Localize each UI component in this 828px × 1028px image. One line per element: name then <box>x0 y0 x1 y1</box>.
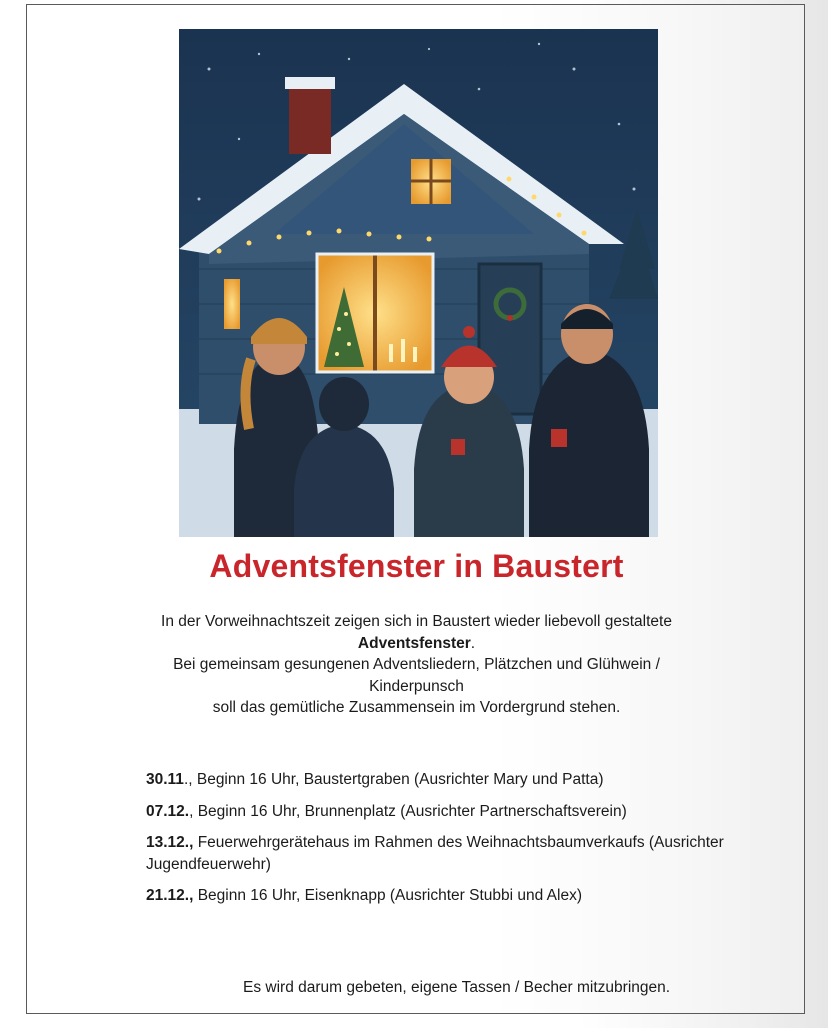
event-date: 07.12. <box>146 802 190 820</box>
bold-keyword: Adventsfenster <box>357 634 471 652</box>
intro-line-bold <box>87 633 746 655</box>
event-details: , Beginn 16 Uhr, Brunnenplatz (Ausrichter Partnerschaftsverein) <box>189 802 627 820</box>
bold-suffix: . <box>470 634 476 652</box>
footer-note: Es wird darum gebeten, eigene Tassen / Becher mitzubringen. <box>243 979 671 996</box>
event-details: Beginn 16 Uhr, Eisenknapp (Ausrichter Stubbi und Alex) <box>193 887 582 904</box>
event-item <box>146 885 746 907</box>
event-date: 13.12., <box>146 834 194 851</box>
event-details: ., Beginn 16 Uhr, Baustertgraben (Ausrichter Mary und Patta) <box>183 771 604 788</box>
intro-line: soll das gemütliche Zusammensein im Vordergrund stehen. <box>212 699 621 716</box>
intro-line: Kinderpunsch <box>369 677 464 695</box>
event-date: 30.11 <box>146 771 184 788</box>
event-item <box>146 832 746 875</box>
document-page <box>26 4 805 1014</box>
event-list <box>146 769 746 917</box>
event-item <box>146 801 746 823</box>
intro-line: In der Vorweihnachtszeit zeigen sich in Baustert wieder liebevoll gestaltete <box>161 613 672 630</box>
intro-line: Bei gemeinsam gesungenen Adventsliedern, Plätzchen und Glühwein / <box>173 656 660 673</box>
event-date: 21.12., <box>146 887 194 904</box>
page-title: Adventsfenster in Baustert <box>209 548 624 584</box>
intro-paragraph <box>87 611 746 719</box>
winter-house-carolers-illustration <box>179 29 658 537</box>
event-details: Feuerwehrgerätehaus im Rahmen des Weihnachtsbaumverkaufs (Ausrichter Jugendfeuerwehr) <box>146 834 724 873</box>
event-item <box>146 769 746 791</box>
